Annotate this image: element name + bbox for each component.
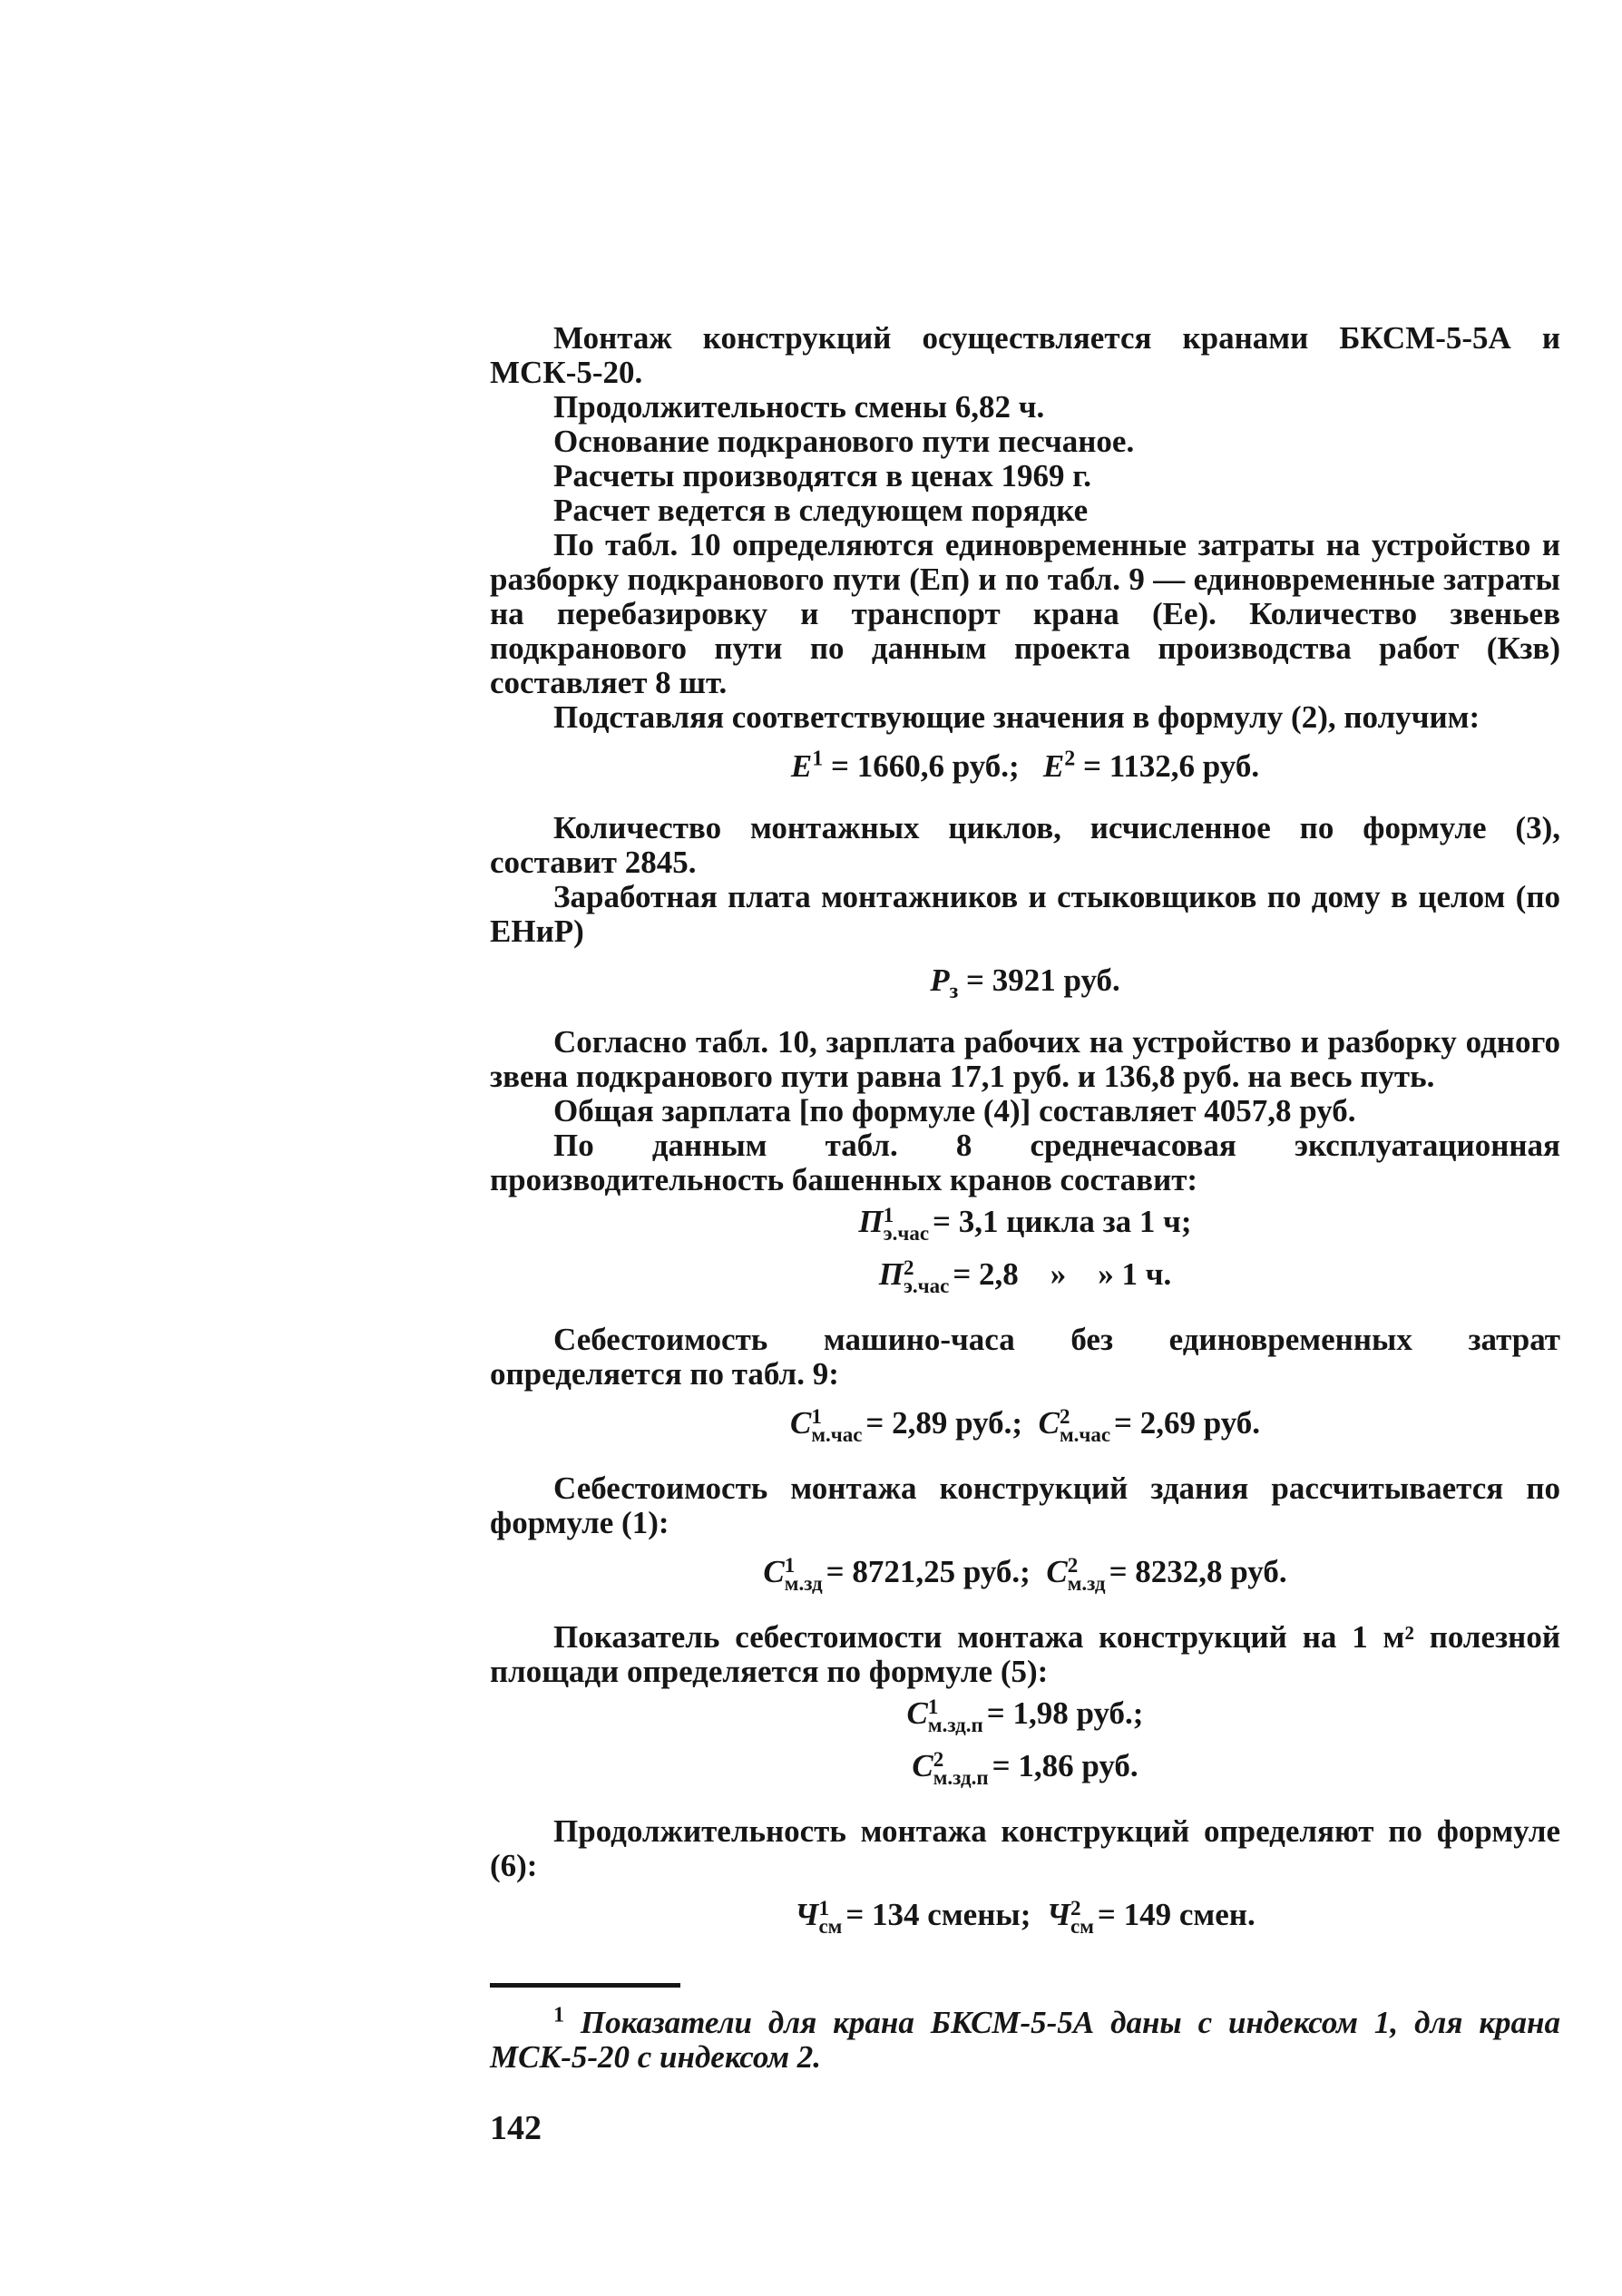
formula-value: = 3,1 цикла за 1 ч; [933, 1204, 1192, 1239]
formula-p: $P_з = 3921$ руб. [930, 962, 1120, 1003]
paragraph: По табл. 10 определяются единовременные затраты на устройство и разборку подкранового пути (Еп) и по табл. 9 — единовременные затраты на перебазировку и транспорт крана (Ее). Количество звеньев подкранового пути по данным проекта производства работ (Кзв) составляет 8 шт. [490, 527, 1560, 700]
paragraph: Основание подкранового пути песчаное. [553, 424, 1135, 459]
paragraph: Себестоимость машино-часа без единовременных затрат определяется по табл. 9: [490, 1321, 1560, 1392]
formula-productivity-2: П 2 э.час = 2,8 » » 1 ч. [878, 1255, 1172, 1297]
footnote-text: Показатели для крана БКСМ-5-5А даны с индексом 1, для крана МСК-5-20 с индексом 2. [490, 2004, 1560, 2075]
formula-value: = 3921 руб. [966, 962, 1120, 998]
formula-productivity-1: П 1 э.час = 3,1 цикла за 1 ч; [858, 1203, 1192, 1245]
formula-value: = 1,98 руб.; [986, 1695, 1144, 1731]
paragraph: Согласно табл. 10, зарплата рабочих на устройство и разборку одного звена подкранового пути равна 17,1 руб. и 136,8 руб. на весь путь. [490, 1024, 1560, 1094]
paragraph: Подставляя соответствующие значения в формулу (2), получим: [553, 699, 1480, 735]
formula-e: $E^1 = 1660,6$ руб.; $E^2 = 1132,6$ руб. [790, 747, 1260, 784]
formula-value: = 149 смен. [1097, 1896, 1256, 1932]
paragraph: Количество монтажных циклов, исчисленное по формуле (3), составит 2845. [490, 810, 1560, 880]
footnote: $^1$ Показатели для крана БКСМ-5-5А даны с индексом 1, для крана МСК-5-20 с индексом 2. [490, 2003, 1560, 2075]
formula-area-cost-1: C 1 м.зд.п = 1,98 руб.; [906, 1695, 1144, 1736]
paragraph: Себестоимость монтажа конструкций здания рассчитывается по формуле (1): [490, 1470, 1560, 1540]
paragraph: Монтаж конструкций осуществляется кранами БКСМ-5-5А и МСК-5-20. [490, 320, 1560, 390]
paragraph: Продолжительность смены 6,82 ч. [553, 389, 1045, 425]
paragraph: Расчеты производятся в ценах 1969 г. [553, 458, 1091, 493]
paragraph: Общая зарплата [по формуле (4)] составляет 4057,8 руб. [553, 1093, 1356, 1128]
formula-area-cost-2: C 2 м.зд.п = 1,86 руб. [912, 1747, 1138, 1789]
formula-value: = 8721,25 руб.; [826, 1553, 1031, 1589]
formula-value: = 8232,8 руб. [1109, 1553, 1287, 1589]
paragraph: Продолжительность монтажа конструкций определяют по формуле (6): [490, 1812, 1560, 1883]
formula-value: = 2,89 руб.; [865, 1404, 1023, 1441]
formula-duration: Ч 1 см = 134 смены; Ч 2 см = 149 смен. [795, 1896, 1256, 1938]
formula-value: = 1132,6 руб. [1083, 748, 1260, 784]
formula-value: = 1,86 руб. [992, 1747, 1138, 1783]
paragraph: Показатель себестоимости монтажа конструкций на 1 м² полезной площади определяется по формуле (5): [490, 1618, 1560, 1689]
formula-value: = 2,8 » » 1 ч. [953, 1255, 1172, 1292]
formula-value: = 2,69 руб. [1114, 1404, 1261, 1441]
formula-building-cost: C 1 м.зд = 8721,25 руб.; C 2 м.зд = 8232,8 руб. [763, 1553, 1287, 1595]
paragraph: Расчет ведется в следующем порядке [553, 493, 1089, 528]
document-page [490, 321, 1560, 2145]
paragraph: Заработная плата монтажников и стыковщиков по дому в целом (по ЕНиР) [490, 879, 1560, 949]
formula-value: = 134 смены; [845, 1896, 1031, 1932]
formula-value: = 1660,6 руб.; [831, 748, 1020, 784]
formula-machine-hour-cost: C 1 м.час = 2,89 руб.; C 2 м.час = 2,69 руб. [789, 1404, 1261, 1446]
paragraph: По данным табл. 8 среднечасовая эксплуатационная производительность башенных кранов составит: [490, 1128, 1560, 1197]
page-number: 142 [490, 2108, 542, 2147]
footnote-divider [490, 1983, 680, 1988]
